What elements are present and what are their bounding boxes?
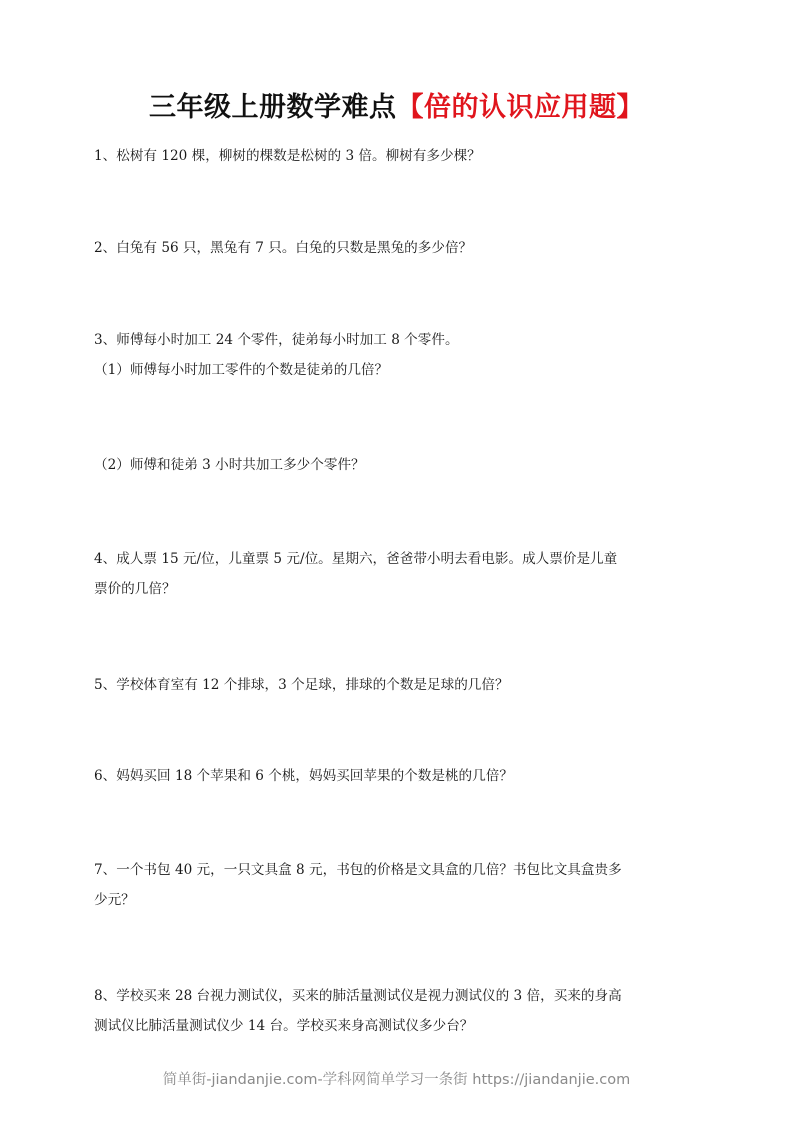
title-main: 三年级上册数学难点 xyxy=(149,92,397,123)
question-line: 票价的几倍？ xyxy=(94,581,176,597)
page-title xyxy=(0,88,793,128)
question-line: 6、妈妈买回 18 个苹果和 6 个桃，妈妈买回苹果的个数是桃的几倍？ xyxy=(94,768,513,784)
title-highlight: 【倍的认识应用题】 xyxy=(396,92,644,123)
question-line: 1、松树有 120 棵，柳树的棵数是松树的 3 倍。柳树有多少棵？ xyxy=(94,148,481,164)
question-5 xyxy=(94,670,706,700)
question-1 xyxy=(94,141,706,171)
question-line: （2）师傅和徒弟 3 小时共加工多少个零件？ xyxy=(94,457,365,473)
question-line: 4、成人票 15 元/位，儿童票 5 元/位。星期六，爸爸带小明去看电影。成人票价是儿童 xyxy=(94,551,618,567)
question-6 xyxy=(94,761,706,791)
question-sub-1: （1）师傅每小时加工零件的个数是徒弟的几倍？ xyxy=(94,362,389,378)
question-line: 少元？ xyxy=(94,892,135,908)
question-line: 3、师傅每小时加工 24 个零件，徒弟每小时加工 8 个零件。 xyxy=(94,332,459,348)
question-7 xyxy=(94,855,706,915)
question-8 xyxy=(94,981,706,1041)
question-3 xyxy=(94,325,706,385)
question-line: 5、学校体育室有 12 个排球，3 个足球，排球的个数是足球的几倍？ xyxy=(94,677,509,693)
question-4 xyxy=(94,544,706,604)
question-line: 8、学校买来 28 台视力测试仪，买来的肺活量测试仪是视力测试仪的 3 倍，买来的身高 xyxy=(94,988,622,1004)
question-line: 测试仪比肺活量测试仪少 14 台。学校买来身高测试仪多少台？ xyxy=(94,1018,474,1034)
question-line: 7、一个书包 40 元，一只文具盒 8 元，书包的价格是文具盒的几倍？书包比文具盒贵多 xyxy=(94,862,622,878)
question-line: 2、白兔有 56 只，黑兔有 7 只。白兔的只数是黑兔的多少倍？ xyxy=(94,240,473,256)
question-2 xyxy=(94,233,706,263)
footer-watermark: 简单街-jiandanjie.com-学科网简单学习一条街 https://jiandanjie.com xyxy=(162,1072,631,1088)
question-3-sub-2 xyxy=(94,450,706,480)
